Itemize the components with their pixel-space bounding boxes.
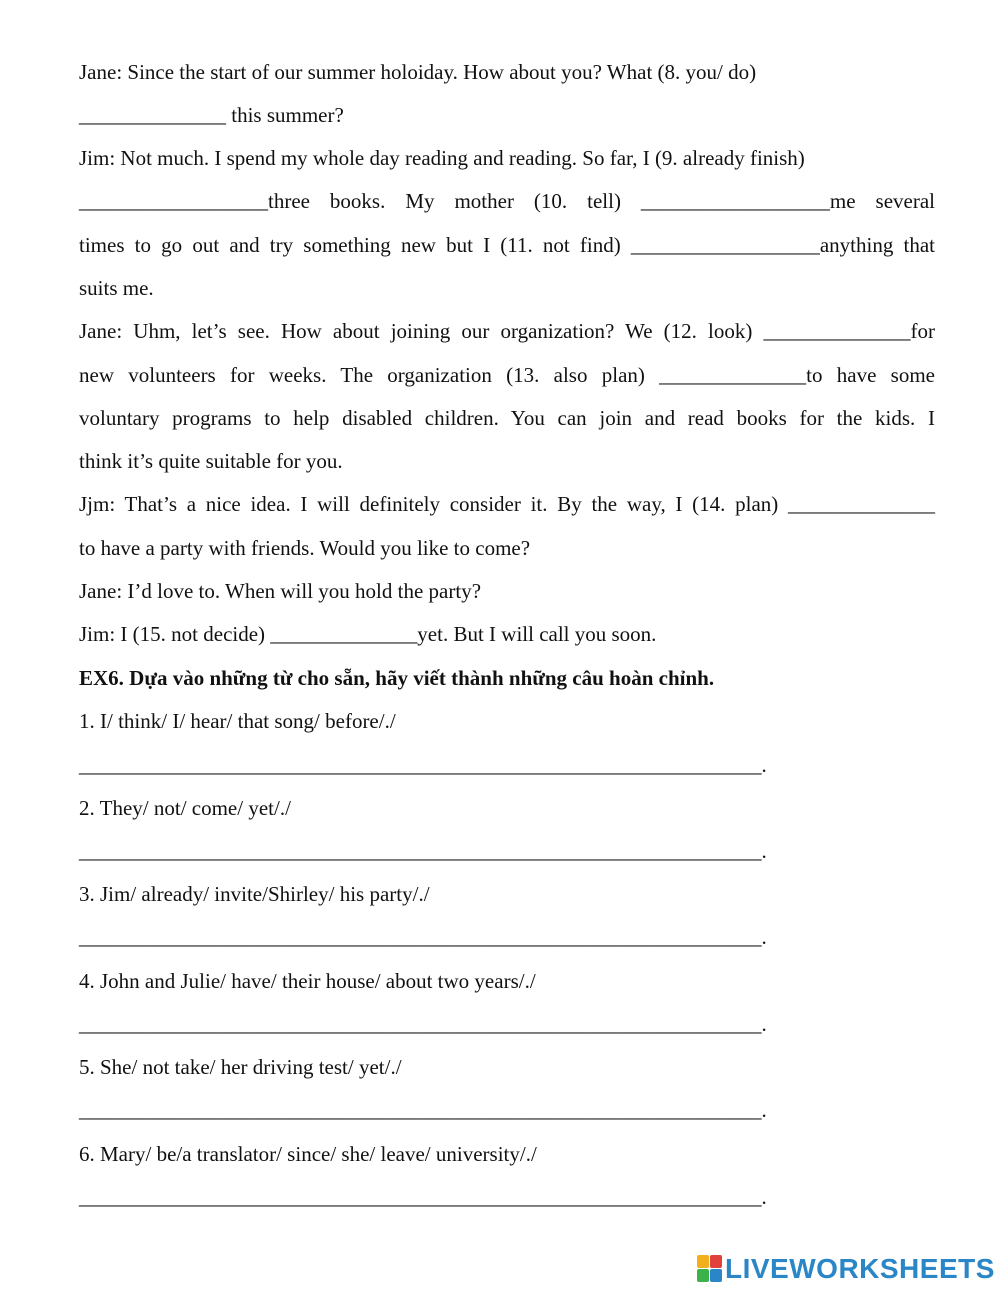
exercise-item-2: 2. They/ not/ come/ yet/./	[79, 796, 291, 820]
dialogue-line-2: ______________ this summer?	[79, 103, 344, 127]
answer-line-6[interactable]: _________________________________________________________________.	[79, 1185, 767, 1209]
logo-square-blue	[710, 1269, 722, 1282]
exercise-item-5: 5. She/ not take/ her driving test/ yet/./	[79, 1055, 402, 1079]
dialogue-line-10: think it’s quite suitable for you.	[79, 449, 343, 473]
answer-line-4[interactable]: _________________________________________________________________.	[79, 1012, 767, 1036]
dialogue-line-8: new volunteers for weeks. The organization (13. also plan) ______________to have some	[79, 363, 935, 387]
dialogue-line-14: Jim: I (15. not decide) ______________yet. But I will call you soon.	[79, 622, 657, 646]
answer-line-3[interactable]: _________________________________________________________________.	[79, 925, 767, 949]
answer-line-1[interactable]: _________________________________________________________________.	[79, 753, 767, 777]
logo-wordmark: LIVEWORKSHEETS	[725, 1253, 995, 1284]
logo-square-yellow	[697, 1255, 709, 1268]
dialogue-line-9: voluntary programs to help disabled children. You can join and read books for the kids. I	[79, 406, 935, 430]
exercise-heading: EX6. Dựa vào những từ cho sẵn, hãy viết thành những câu hoàn chỉnh.	[79, 666, 715, 690]
dialogue-line-11: Jjm: That’s a nice idea. I will definitely consider it. By the way, I (14. plan) ______________	[79, 492, 935, 516]
dialogue-line-3: Jim: Not much. I spend my whole day reading and reading. So far, I (9. already finish)	[79, 146, 805, 170]
dialogue-line-6: suits me.	[79, 276, 154, 300]
answer-line-5[interactable]: _________________________________________________________________.	[79, 1098, 767, 1122]
answer-line-2[interactable]: _________________________________________________________________.	[79, 839, 767, 863]
liveworksheets-logo-icon	[697, 1255, 723, 1283]
logo-square-red	[710, 1255, 722, 1268]
dialogue-line-1: Jane: Since the start of our summer holoiday. How about you? What (8. you/ do)	[79, 60, 757, 84]
dialogue-line-13: Jane: I’d love to. When will you hold the party?	[79, 579, 482, 603]
exercise-item-1: 1. I/ think/ I/ hear/ that song/ before/./	[79, 709, 396, 733]
exercise-item-4: 4. John and Julie/ have/ their house/ about two years/./	[79, 969, 536, 993]
exercise-item-6: 6. Mary/ be/a translator/ since/ she/ leave/ university/./	[79, 1142, 537, 1166]
exercise-item-3: 3. Jim/ already/ invite/Shirley/ his party/./	[79, 882, 430, 906]
logo-square-green	[697, 1269, 709, 1282]
liveworksheets-logo	[697, 1252, 995, 1286]
dialogue-line-5: times to go out and try something new but I (11. not find) __________________anything that	[79, 233, 935, 257]
dialogue-line-7: Jane: Uhm, let’s see. How about joining our organization? We (12. look) ______________for	[79, 319, 935, 343]
dialogue-line-12: to have a party with friends. Would you like to come?	[79, 536, 531, 560]
dialogue-line-4: __________________three books. My mother (10. tell) __________________me several	[79, 189, 935, 213]
